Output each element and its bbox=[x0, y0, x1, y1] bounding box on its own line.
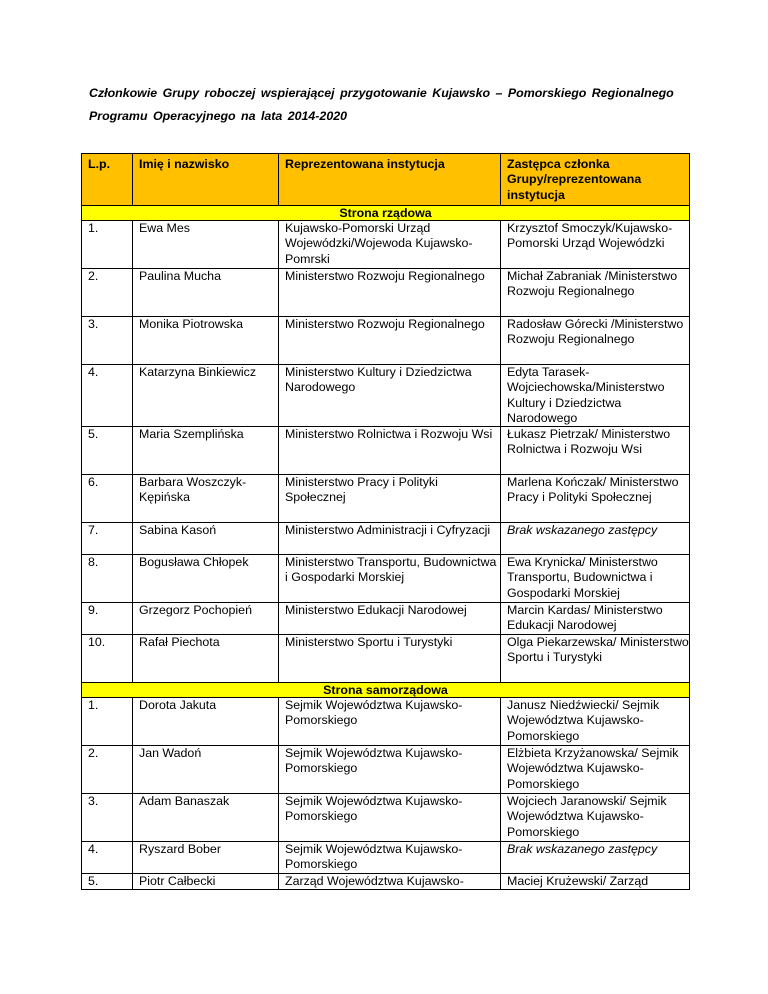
cell-deputy: Brak wskazanego zastępcy bbox=[501, 842, 690, 874]
cell-lp: 1. bbox=[82, 221, 133, 269]
cell-lp: 3. bbox=[82, 794, 133, 842]
cell-lp: 5. bbox=[82, 874, 133, 890]
table-row bbox=[82, 842, 690, 874]
cell-institution: Ministerstwo Kultury i Dziedzictwa Narodowego bbox=[279, 365, 501, 427]
cell-deputy: Elżbieta Krzyżanowska/ Sejmik Województwa Kujawsko-Pomorskiego bbox=[501, 746, 690, 794]
document-title: Członkowie Grupy roboczej wspierającej przygotowanie Kujawsko – Pomorskiego Regionalnego Programu Operacyjnego na lata 2014-2020 bbox=[89, 86, 674, 123]
cell-institution: Ministerstwo Transportu, Budownictwa i Gospodarki Morskiej bbox=[279, 555, 501, 603]
cell-lp: 3. bbox=[82, 317, 133, 365]
members-table bbox=[81, 153, 690, 890]
cell-lp: 4. bbox=[82, 842, 133, 874]
cell-deputy: Maciej Krużewski/ Zarząd bbox=[501, 874, 690, 890]
cell-deputy: Marcin Kardas/ Ministerstwo Edukacji Narodowej bbox=[501, 603, 690, 635]
table-row bbox=[82, 475, 690, 523]
cell-deputy: Wojciech Jaranowski/ Sejmik Województwa Kujawsko-Pomorskiego bbox=[501, 794, 690, 842]
cell-institution: Ministerstwo Edukacji Narodowej bbox=[279, 603, 501, 635]
table-row bbox=[82, 317, 690, 365]
table-row bbox=[82, 635, 690, 683]
cell-name: Grzegorz Pochopień bbox=[133, 603, 279, 635]
cell-name: Barbara Woszczyk-Kępińska bbox=[133, 475, 279, 523]
cell-institution: Ministerstwo Sportu i Turystyki bbox=[279, 635, 501, 683]
cell-institution: Sejmik Województwa Kujawsko-Pomorskiego bbox=[279, 842, 501, 874]
table-row bbox=[82, 221, 690, 269]
cell-lp: 6. bbox=[82, 475, 133, 523]
cell-lp: 10. bbox=[82, 635, 133, 683]
cell-lp: 7. bbox=[82, 523, 133, 555]
header-institution: Reprezentowana instytucja bbox=[279, 154, 501, 206]
cell-lp: 2. bbox=[82, 746, 133, 794]
table-row bbox=[82, 555, 690, 603]
cell-institution: Zarząd Województwa Kujawsko- bbox=[279, 874, 501, 890]
cell-name: Adam Banaszak bbox=[133, 794, 279, 842]
table-row bbox=[82, 746, 690, 794]
cell-lp: 4. bbox=[82, 365, 133, 427]
cell-institution: Sejmik Województwa Kujawsko-Pomorskiego bbox=[279, 746, 501, 794]
cell-name: Jan Wadoń bbox=[133, 746, 279, 794]
cell-name: Paulina Mucha bbox=[133, 269, 279, 317]
table-header-row bbox=[82, 154, 690, 206]
cell-name: Bogusława Chłopek bbox=[133, 555, 279, 603]
cell-deputy: Edyta Tarasek-Wojciechowska/Ministerstwo Kultury i Dziedzictwa Narodowego bbox=[501, 365, 690, 427]
table-row bbox=[82, 794, 690, 842]
cell-deputy: Olga Piekarzewska/ Ministerstwo Sportu i Turystyki bbox=[501, 635, 690, 683]
header-name: Imię i nazwisko bbox=[133, 154, 279, 206]
cell-deputy: Ewa Krynicka/ Ministerstwo Transportu, Budownictwa i Gospodarki Morskiej bbox=[501, 555, 690, 603]
cell-deputy: Michał Zabraniak /Ministerstwo Rozwoju Regionalnego bbox=[501, 269, 690, 317]
cell-name: Ewa Mes bbox=[133, 221, 279, 269]
table-row bbox=[82, 269, 690, 317]
cell-lp: 1. bbox=[82, 698, 133, 746]
cell-deputy: Łukasz Pietrzak/ Ministerstwo Rolnictwa i Rozwoju Wsi bbox=[501, 427, 690, 475]
cell-institution: Ministerstwo Pracy i Polityki Społecznej bbox=[279, 475, 501, 523]
cell-name: Katarzyna Binkiewicz bbox=[133, 365, 279, 427]
cell-name: Dorota Jakuta bbox=[133, 698, 279, 746]
cell-deputy: Marlena Kończak/ Ministerstwo Pracy i Polityki Społecznej bbox=[501, 475, 690, 523]
cell-institution: Ministerstwo Rozwoju Regionalnego bbox=[279, 269, 501, 317]
cell-name: Maria Szemplińska bbox=[133, 427, 279, 475]
cell-deputy: Krzysztof Smoczyk/Kujawsko-Pomorski Urząd Wojewódzki bbox=[501, 221, 690, 269]
cell-deputy: Brak wskazanego zastępcy bbox=[501, 523, 690, 555]
cell-lp: 8. bbox=[82, 555, 133, 603]
cell-institution: Kujawsko-Pomorski Urząd Wojewódzki/Wojewoda Kujawsko-Pomrski bbox=[279, 221, 501, 269]
header-deputy: Zastępca członka Grupy/reprezentowana instytucja bbox=[501, 154, 690, 206]
cell-lp: 9. bbox=[82, 603, 133, 635]
table-row bbox=[82, 365, 690, 427]
table-row bbox=[82, 603, 690, 635]
cell-name: Piotr Całbecki bbox=[133, 874, 279, 890]
table-row bbox=[82, 523, 690, 555]
cell-institution: Ministerstwo Rozwoju Regionalnego bbox=[279, 317, 501, 365]
section-row-government bbox=[82, 206, 690, 221]
table-row bbox=[82, 427, 690, 475]
section-label: Strona samorządowa bbox=[82, 683, 690, 698]
cell-institution: Sejmik Województwa Kujawsko-Pomorskiego bbox=[279, 794, 501, 842]
cell-name: Sabina Kasoń bbox=[133, 523, 279, 555]
table-row bbox=[82, 874, 690, 890]
cell-institution: Ministerstwo Administracji i Cyfryzacji bbox=[279, 523, 501, 555]
cell-lp: 5. bbox=[82, 427, 133, 475]
table-row bbox=[82, 698, 690, 746]
section-row-local-government bbox=[82, 683, 690, 698]
cell-name: Ryszard Bober bbox=[133, 842, 279, 874]
cell-deputy: Radosław Górecki /Ministerstwo Rozwoju Regionalnego bbox=[501, 317, 690, 365]
cell-name: Rafał Piechota bbox=[133, 635, 279, 683]
cell-institution: Ministerstwo Rolnictwa i Rozwoju Wsi bbox=[279, 427, 501, 475]
header-lp: L.p. bbox=[82, 154, 133, 206]
cell-name: Monika Piotrowska bbox=[133, 317, 279, 365]
cell-institution: Sejmik Województwa Kujawsko-Pomorskiego bbox=[279, 698, 501, 746]
cell-deputy: Janusz Niedźwiecki/ Sejmik Województwa Kujawsko-Pomorskiego bbox=[501, 698, 690, 746]
cell-lp: 2. bbox=[82, 269, 133, 317]
section-label: Strona rządowa bbox=[82, 206, 690, 221]
